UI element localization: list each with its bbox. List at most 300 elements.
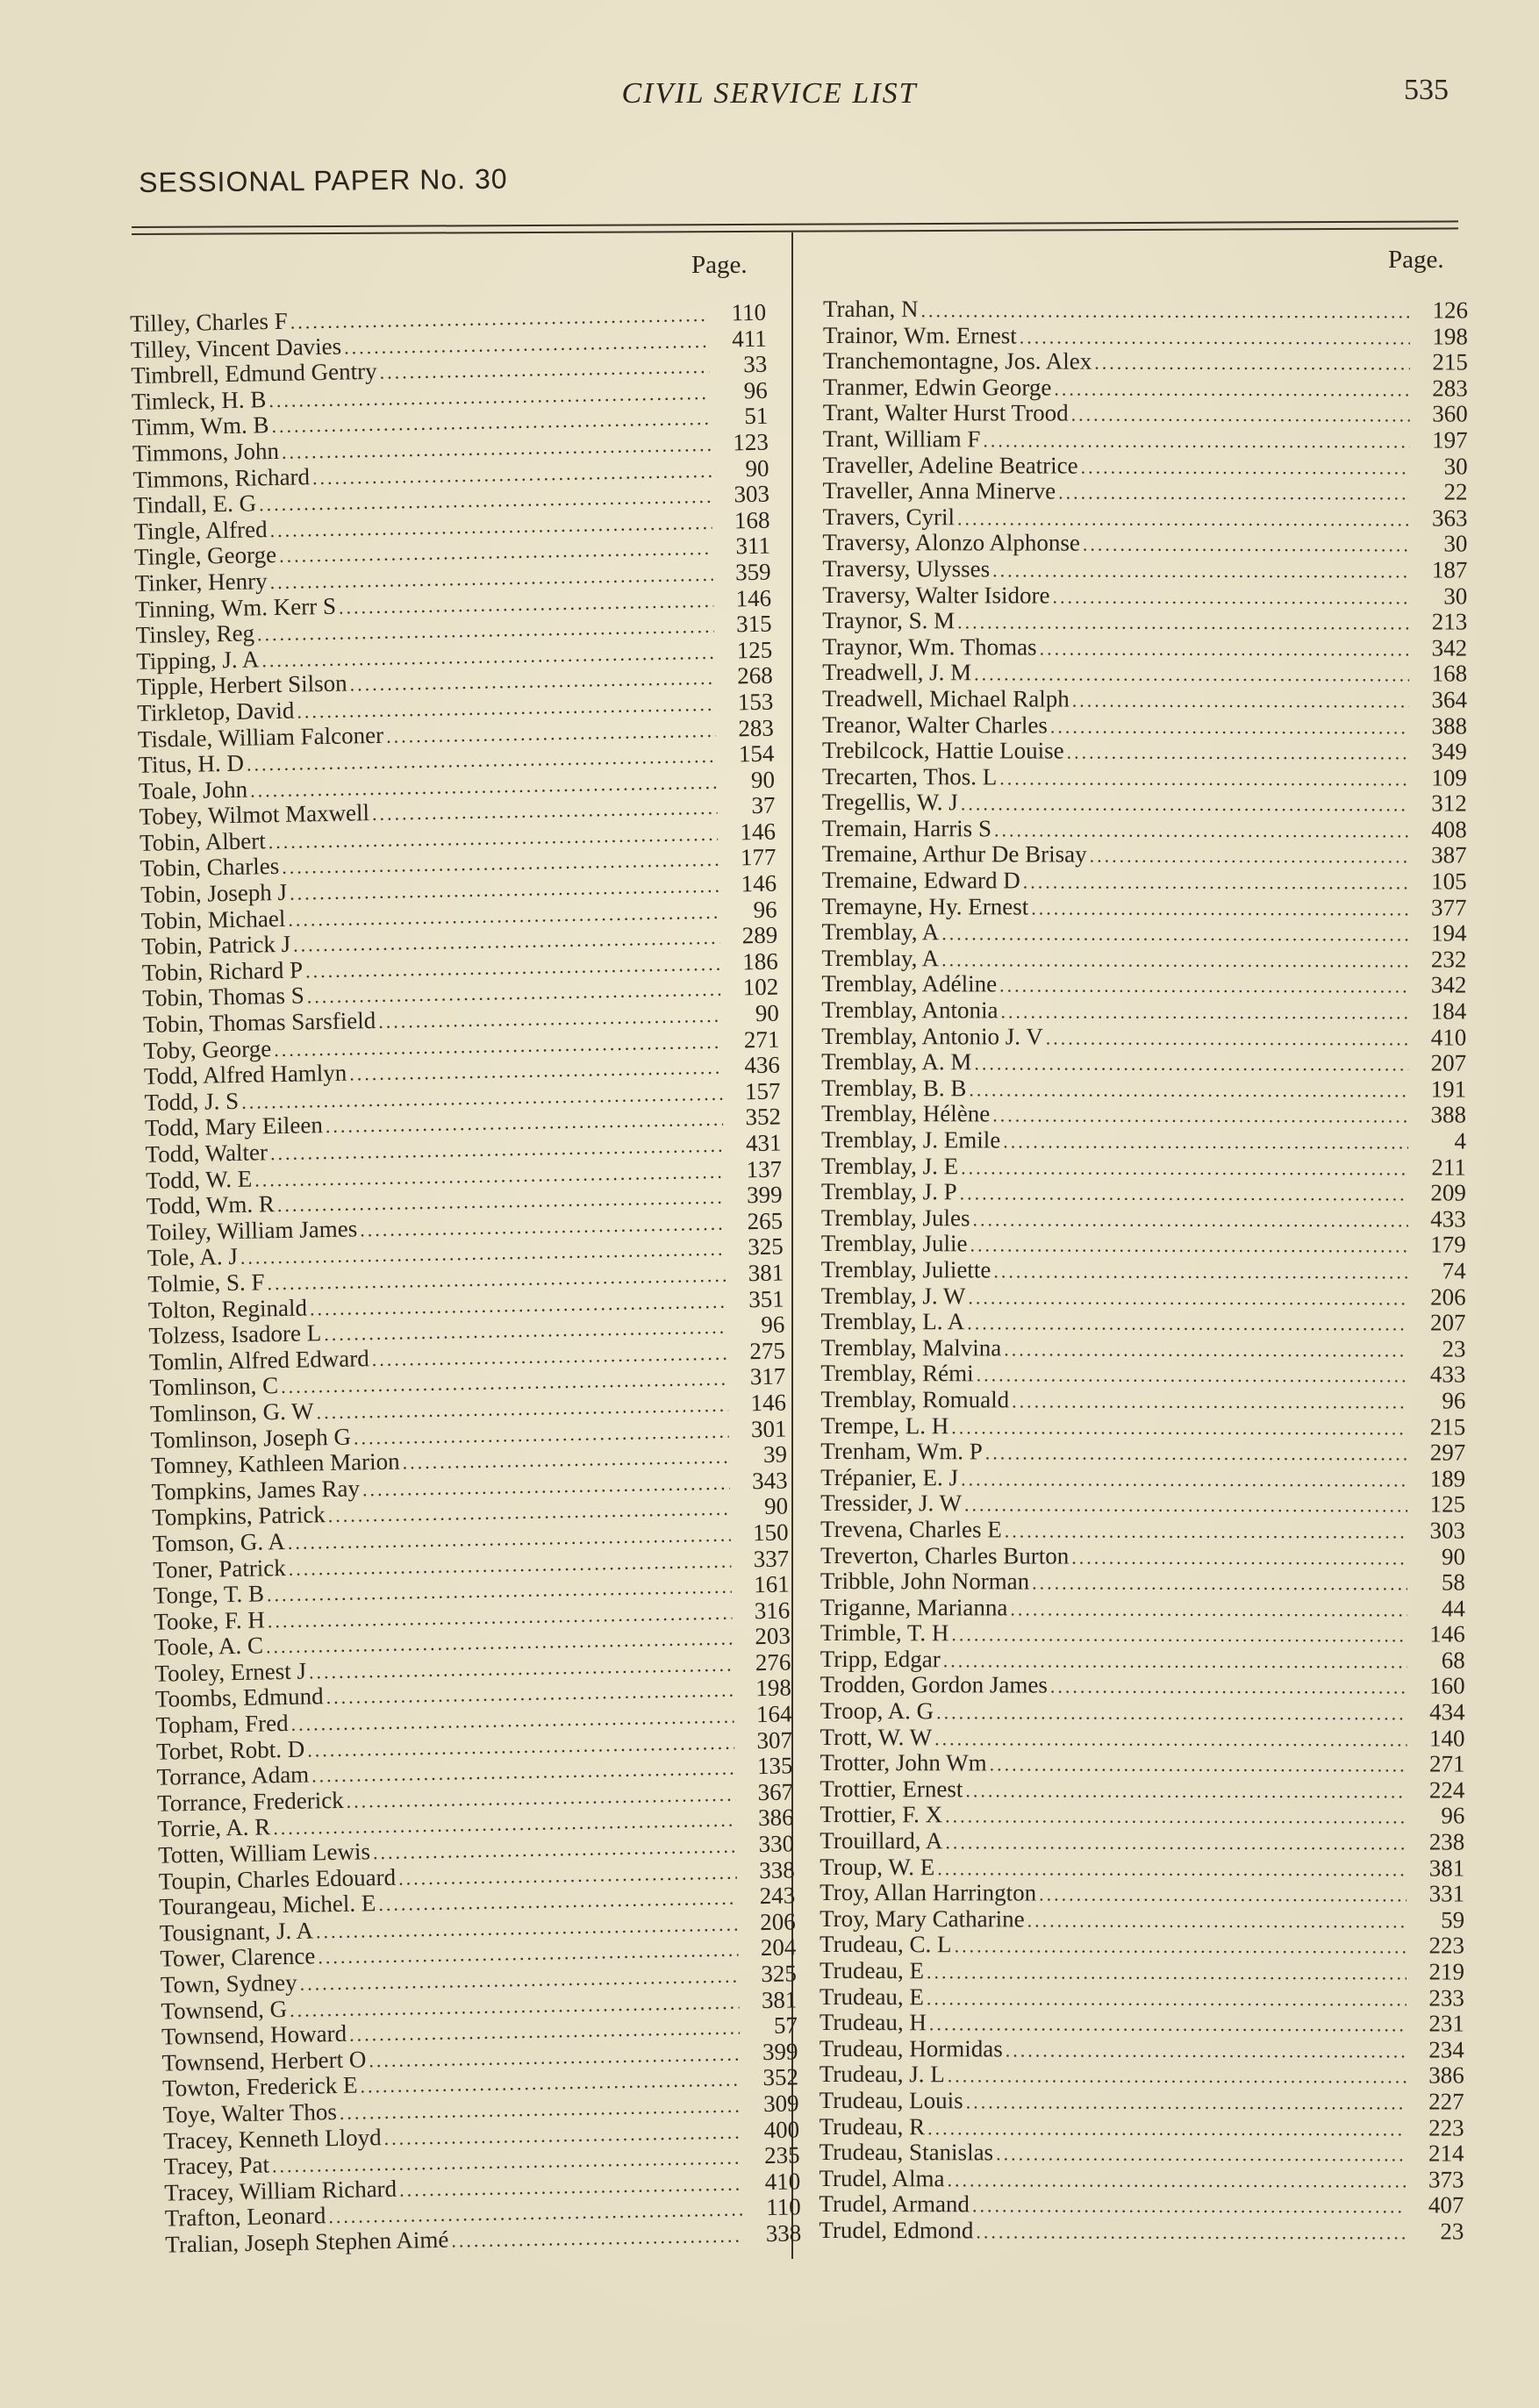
entry-name: Tonge, T. B: [153, 1580, 265, 1609]
entry-page: 68: [1441, 1647, 1465, 1674]
index-entry: [820, 1595, 1465, 1622]
index-entry: [820, 1413, 1465, 1440]
entry-name: Tilley, Vincent Davies: [130, 332, 342, 363]
entry-page: 331: [1428, 1880, 1465, 1907]
entry-page: 168: [734, 506, 770, 534]
entry-page: 309: [762, 2090, 799, 2118]
entry-page: 386: [757, 1804, 794, 1832]
entry-name: Tower, Clarence: [160, 1942, 316, 1973]
index-entry: [821, 1257, 1466, 1284]
entry-page: 90: [745, 454, 770, 482]
dot-leader: [936, 1699, 1407, 1726]
entry-name: Tremblay, Malvina: [820, 1333, 1002, 1361]
dot-leader: [964, 1492, 1407, 1519]
dot-leader: [969, 1076, 1408, 1104]
entry-page: 198: [1432, 323, 1468, 350]
dot-leader: [947, 2167, 1406, 2194]
entry-name: Todd, Wm. R: [146, 1190, 276, 1220]
entry-name: Tirkletop, David: [137, 697, 295, 726]
entry-page: 204: [760, 1933, 797, 1961]
index-entry: [821, 919, 1466, 947]
entry-page: 303: [734, 480, 770, 508]
entry-name: Toale, John: [138, 775, 248, 804]
entry-page: 271: [1428, 1750, 1465, 1777]
entry-name: Tremblay, Rémi: [820, 1360, 974, 1387]
entry-name: Tremblay, L. A: [820, 1308, 965, 1335]
dot-leader: [960, 1181, 1408, 1208]
entry-name: Tobin, Michael: [140, 904, 286, 934]
index-entry: [822, 816, 1467, 843]
entry-page: 213: [1431, 608, 1468, 635]
entry-name: Tracey, Pat: [163, 2151, 270, 2180]
entry-page: 58: [1441, 1568, 1465, 1596]
index-entry: [822, 686, 1467, 713]
entry-name: Traynor, S. M: [822, 607, 956, 634]
entry-name: Tooley, Ernest J: [154, 1657, 307, 1687]
entry-name: Tolmie, S. F: [147, 1268, 265, 1297]
dot-leader: [983, 427, 1409, 454]
entry-name: Trudel, Alma: [819, 2164, 945, 2192]
entry-page: 373: [1428, 2166, 1464, 2193]
index-entry: [820, 1647, 1465, 1674]
dot-leader: [1046, 1025, 1409, 1051]
entry-page: 164: [755, 1700, 792, 1728]
entry-page: 283: [1432, 375, 1468, 402]
entry-page: 410: [1430, 1024, 1467, 1051]
index-entry: [822, 608, 1467, 635]
entry-name: Tremblay, Jules: [820, 1204, 970, 1232]
index-entry: [823, 400, 1468, 427]
index-entry: [823, 426, 1468, 454]
entry-page: 297: [1429, 1439, 1466, 1466]
entry-page: 275: [749, 1337, 786, 1365]
entry-name: Traveller, Adeline Beatrice: [822, 451, 1078, 479]
entry-page: 211: [1431, 1154, 1466, 1181]
entry-name: Trafton, Leonard: [164, 2202, 326, 2232]
entry-page: 223: [1428, 1932, 1465, 1959]
entry-page: 243: [759, 1882, 796, 1910]
entry-name: Tipple, Herbert Silson: [136, 669, 347, 701]
entry-page: 388: [1431, 711, 1468, 740]
entry-name: Torrance, Frederick: [156, 1786, 344, 1817]
dot-leader: [1031, 895, 1408, 921]
entry-page: 146: [750, 1389, 787, 1417]
index-entry: [823, 453, 1468, 480]
entry-page: 206: [1430, 1283, 1466, 1311]
entry-name: Timm, Wm. B: [132, 411, 269, 441]
index-entry: [820, 2036, 1464, 2063]
entry-name: Tremblay, A: [821, 918, 940, 946]
entry-name: Trempe, L. H: [820, 1411, 949, 1439]
entry-page: 59: [1441, 1906, 1465, 1933]
entry-name: Tremblay, J. W: [820, 1282, 966, 1309]
entry-page: 367: [757, 1778, 794, 1806]
entry-name: Tremblay, A. M: [821, 1048, 972, 1075]
dot-leader: [1001, 998, 1409, 1025]
dot-leader: [1006, 2037, 1407, 2064]
entry-page: 268: [736, 661, 774, 690]
index-entry: [820, 1984, 1464, 2011]
dot-leader: [1054, 375, 1409, 402]
dot-leader: [927, 1959, 1407, 1986]
index-entry: [820, 1439, 1465, 1466]
index-entry: [820, 1568, 1465, 1596]
entry-page: 153: [737, 688, 774, 716]
index-entry: [820, 2088, 1464, 2115]
entry-page: 433: [1430, 1205, 1466, 1233]
entry-name: Tisdale, William Falconer: [137, 721, 384, 753]
index-entry: [822, 738, 1467, 765]
entry-page: 179: [1430, 1231, 1466, 1258]
sessional-paper-label: SESSIONAL PAPER No. 30: [139, 162, 508, 198]
dot-leader: [1072, 688, 1409, 714]
entry-page: 431: [745, 1129, 782, 1157]
entry-name: Tremblay, Hélène: [821, 1100, 991, 1127]
dot-leader: [1053, 583, 1410, 610]
entry-name: Toye, Walter Thos: [162, 2097, 338, 2128]
entry-page: 289: [741, 921, 778, 949]
entry-page: 4: [1454, 1127, 1467, 1154]
entry-name: Travers, Cyril: [822, 503, 956, 531]
entry-page: 233: [1428, 1984, 1464, 2011]
entry-name: Tobin, Richard P: [141, 956, 304, 986]
index-entry: [821, 1231, 1466, 1258]
entry-page: 342: [1431, 634, 1468, 661]
dot-leader: [1040, 635, 1410, 661]
entry-name: Traversy, Alonzo Alphonse: [822, 529, 1080, 556]
dot-leader: [1081, 454, 1410, 480]
entry-name: Trudeau, E: [819, 1956, 925, 1984]
entry-name: Tribble, John Norman: [820, 1568, 1030, 1595]
dot-leader: [976, 2219, 1406, 2246]
entry-name: Tralian, Joseph Stephen Aimé: [165, 2226, 449, 2258]
entry-name: Tingle, Alfred: [133, 515, 268, 545]
entry-page: 330: [758, 1830, 795, 1858]
entry-page: 399: [746, 1181, 783, 1209]
entry-name: Tobin, Thomas S: [142, 982, 304, 1012]
entry-name: Tranchemontagne, Jos. Alex: [822, 347, 1092, 375]
dot-leader: [996, 2141, 1407, 2169]
entry-page: 224: [1428, 1776, 1465, 1804]
entry-name: Tremblay, J. P: [820, 1178, 957, 1205]
dot-leader: [966, 2089, 1407, 2116]
entry-name: Traveller, Anna Minerve: [822, 477, 1056, 504]
entry-page: 33: [742, 350, 768, 378]
dot-leader: [948, 2063, 1407, 2090]
entry-name: Trebilcock, Hattie Louise: [821, 737, 1064, 764]
entry-page: 363: [1431, 504, 1468, 532]
dot-leader: [990, 1752, 1407, 1779]
entry-page: 312: [1431, 790, 1467, 817]
entry-name: Trudeau, Hormidas: [819, 2034, 1003, 2062]
entry-page: 408: [1431, 816, 1467, 843]
entry-name: Tranmer, Edwin George: [822, 373, 1052, 401]
entry-name: Trodden, Gordon James: [820, 1671, 1048, 1699]
index-entry: [820, 1672, 1465, 1699]
entry-name: Timleck, H. B: [131, 385, 267, 415]
entry-page: 157: [744, 1077, 781, 1105]
entry-page: 234: [1428, 2036, 1464, 2063]
entry-name: Timmons, John: [132, 437, 280, 467]
entry-name: Trudeau, C. L: [820, 1931, 952, 1958]
entry-name: Tobin, Patrick J: [140, 931, 291, 961]
entry-page: 360: [1432, 400, 1468, 427]
index-entry: [822, 556, 1467, 583]
entry-name: Treanor, Walter Charles: [821, 711, 1048, 739]
dot-leader: [945, 1804, 1407, 1831]
entry-name: Tremblay, Romuald: [820, 1385, 1010, 1413]
entry-page: 90: [755, 999, 780, 1027]
entry-name: Treadwell, Michael Ralph: [822, 684, 1070, 712]
entry-name: Toby, George: [143, 1034, 272, 1064]
header-rule-top: [132, 220, 1458, 228]
dot-leader: [1004, 1336, 1407, 1363]
index-entry: [821, 1309, 1466, 1336]
entry-name: Trudel, Armand: [819, 2190, 970, 2218]
dot-leader: [1071, 1544, 1407, 1570]
entry-page: 123: [733, 428, 770, 456]
entry-page: 387: [1431, 841, 1467, 869]
dot-leader: [961, 791, 1409, 818]
entry-name: Toner, Patrick: [153, 1554, 287, 1583]
entry-page: 30: [1443, 530, 1468, 557]
entry-page: 307: [756, 1726, 793, 1754]
index-entry: [822, 764, 1467, 791]
entry-page: 342: [1430, 971, 1467, 998]
dot-leader: [943, 1647, 1407, 1675]
entry-name: Todd, Alfred Hamlyn: [143, 1059, 347, 1090]
index-entry: [821, 946, 1466, 973]
entry-page: 30: [1443, 582, 1468, 610]
dot-leader: [945, 1829, 1407, 1856]
entry-page: 96: [743, 376, 769, 404]
index-entry: [821, 1179, 1466, 1206]
entry-name: Townsend, Herbert O: [161, 2046, 367, 2076]
entry-page: 168: [1431, 660, 1468, 687]
entry-page: 364: [1431, 686, 1468, 713]
entry-name: Tremayne, Hy. Ernest: [821, 892, 1029, 920]
entry-page: 301: [750, 1415, 787, 1442]
entry-page: 137: [746, 1155, 783, 1183]
entry-name: Toupin, Charles Edouard: [158, 1863, 397, 1895]
index-entry: [821, 1075, 1466, 1103]
entry-name: Todd, Walter: [145, 1139, 268, 1168]
entry-name: Tremain, Harris S: [821, 814, 992, 842]
entry-page: 105: [1431, 868, 1467, 895]
entry-page: 352: [762, 2063, 799, 2091]
entry-page: 96: [753, 896, 777, 923]
index-entry: [820, 1828, 1464, 1855]
dot-leader: [977, 1362, 1408, 1390]
dot-leader: [941, 947, 1408, 974]
dot-leader: [994, 817, 1409, 844]
entry-name: Traynor, Wm. Thomas: [822, 632, 1037, 661]
dot-leader: [961, 1466, 1407, 1493]
dot-leader: [927, 2115, 1407, 2142]
entry-name: Timbrell, Edmund Gentry: [131, 358, 377, 389]
entry-name: Trudeau, R: [819, 2112, 926, 2140]
entry-page: 44: [1441, 1595, 1465, 1622]
dot-leader: [993, 1258, 1407, 1285]
entry-name: Treadwell, J. M: [822, 659, 972, 686]
index-entry: [821, 971, 1466, 998]
entry-name: Tremblay, Juliette: [820, 1255, 991, 1283]
entry-name: Tremblay, Antonio J. V: [821, 1022, 1043, 1050]
index-entry: [820, 1620, 1465, 1647]
entry-name: Trottier, F. X: [820, 1801, 943, 1828]
entry-page: 338: [758, 1856, 795, 1883]
page-column-heading-right: Page.: [1388, 246, 1444, 274]
index-entry: [821, 1127, 1466, 1154]
index-entry: [820, 1776, 1464, 1804]
entry-name: Tripp, Edgar: [820, 1645, 941, 1673]
index-entry: [820, 2061, 1464, 2089]
entry-name: Trudeau, Stanislas: [819, 2139, 994, 2166]
entry-name: Trant, Walter Hurst Trood: [822, 399, 1069, 426]
entry-name: Tremblay, J. Emile: [820, 1125, 1001, 1154]
index-entry: [822, 841, 1467, 868]
index-entry: [822, 711, 1467, 739]
entry-name: Tremaine, Edward D: [821, 867, 1020, 894]
entry-name: Treverton, Charles Burton: [820, 1541, 1070, 1569]
entry-page: 411: [731, 325, 767, 353]
dot-leader: [1003, 1128, 1408, 1155]
entry-name: Tomney, Kathleen Marion: [150, 1447, 400, 1479]
entry-page: 39: [762, 1440, 788, 1468]
index-entry: [820, 1906, 1464, 1933]
entry-page: 203: [755, 1622, 791, 1650]
entry-name: Trainor, Wm. Ernest: [822, 321, 1017, 349]
dot-leader: [934, 1726, 1407, 1753]
entry-name: Tomlinson, Joseph G: [150, 1423, 352, 1454]
index-entry: [820, 1932, 1464, 1959]
index-entry: [820, 1698, 1465, 1726]
entry-name: Trecarten, Thos. L: [821, 762, 998, 790]
entry-name: Trevena, Charles E: [820, 1515, 1002, 1543]
entry-page: 227: [1428, 2088, 1464, 2115]
entry-page: 359: [734, 558, 771, 586]
entry-name: Traversy, Walter Isidore: [822, 581, 1050, 609]
dot-leader: [957, 609, 1409, 636]
dot-leader: [941, 921, 1408, 948]
entry-name: Tomson, G. A: [152, 1527, 286, 1557]
dot-leader: [451, 2222, 743, 2254]
entry-name: Troop, A. G: [820, 1697, 934, 1725]
entry-name: Totten, William Lewis: [157, 1838, 371, 1869]
dot-leader: [1050, 713, 1409, 740]
entry-name: Trant, William F: [822, 425, 981, 453]
entry-name: Townsend, Howard: [161, 2019, 347, 2050]
index-entry: [822, 634, 1467, 661]
entry-page: 23: [1440, 2218, 1464, 2245]
dot-leader: [957, 505, 1410, 532]
index-entry: [822, 504, 1467, 532]
entry-page: 194: [1430, 919, 1467, 947]
entry-page: 265: [747, 1207, 784, 1235]
entry-page: 90: [750, 766, 776, 793]
entry-name: Toole, A. C: [154, 1632, 264, 1661]
entry-name: Troy, Mary Catharine: [820, 1904, 1025, 1933]
entry-page: 337: [753, 1544, 790, 1572]
entry-page: 399: [762, 2038, 798, 2065]
dot-leader: [973, 1206, 1408, 1233]
entry-name: Tourangeau, Michel. E: [159, 1890, 376, 1920]
entry-page: 96: [761, 1311, 785, 1339]
entry-page: 436: [744, 1051, 781, 1079]
index-entry: [822, 660, 1467, 687]
dot-leader: [965, 1777, 1407, 1804]
entry-name: Tole, A. J: [147, 1243, 239, 1272]
index-entry: [821, 1205, 1466, 1233]
entry-page: 215: [1429, 1412, 1466, 1440]
entry-page: 209: [1430, 1179, 1466, 1206]
dot-leader: [992, 1103, 1408, 1130]
dot-leader: [1083, 532, 1410, 558]
entry-page: 388: [1430, 1101, 1467, 1128]
dot-leader: [1005, 1518, 1407, 1545]
index-entry: [821, 1049, 1466, 1076]
entry-name: Timmons, Richard: [132, 462, 311, 493]
index-entry: [820, 1387, 1465, 1414]
entry-name: Tolton, Reginald: [147, 1294, 308, 1324]
entry-name: Tremblay, Adéline: [821, 970, 998, 997]
entry-page: 381: [748, 1259, 784, 1287]
entry-page: 110: [731, 298, 767, 326]
entry-name: Tompkins, James Ray: [151, 1475, 361, 1505]
index-entry: [821, 1024, 1466, 1051]
dot-leader: [929, 2011, 1407, 2038]
entry-page: 146: [1429, 1620, 1465, 1647]
entry-page: 125: [736, 636, 773, 664]
dot-leader: [1071, 402, 1410, 428]
entry-page: 325: [747, 1233, 784, 1261]
entry-name: Tobey, Wilmot Maxwell: [139, 799, 370, 831]
entry-page: 207: [1430, 1049, 1467, 1076]
entry-page: 135: [756, 1752, 793, 1780]
index-column-right: [819, 297, 1468, 2245]
entry-name: Tomlinson, C: [149, 1372, 279, 1402]
entry-page: 235: [763, 2141, 800, 2169]
entry-name: Tremblay, B. B: [821, 1074, 967, 1102]
entry-page: 154: [738, 740, 775, 768]
entry-name: Topham, Fred: [155, 1710, 289, 1739]
index-entry: [822, 894, 1467, 921]
entry-page: 96: [1441, 1802, 1465, 1829]
entry-page: 90: [763, 1492, 789, 1520]
entry-name: Tilley, Charles F: [129, 307, 289, 337]
index-entry: [820, 1465, 1465, 1492]
entry-name: Tolzess, Isadore L: [148, 1319, 322, 1349]
index-entry: [820, 1880, 1464, 1907]
entry-page: 206: [759, 1908, 797, 1935]
entry-page: 238: [1428, 1828, 1465, 1855]
dot-leader: [1090, 843, 1409, 869]
dot-leader: [968, 1284, 1407, 1311]
entry-page: 407: [1428, 2191, 1464, 2219]
entry-page: 96: [1442, 1387, 1466, 1414]
entry-name: Trenham, Wm. P: [820, 1438, 983, 1465]
entry-name: Todd, Mary Eileen: [144, 1111, 324, 1142]
entry-page: 189: [1429, 1465, 1466, 1492]
entry-page: 433: [1429, 1361, 1466, 1388]
entry-name: Tobin, Thomas Sarsfield: [142, 1007, 376, 1038]
entry-page: 351: [748, 1285, 785, 1312]
entry-name: Tobin, Albert: [139, 827, 266, 856]
entry-page: 109: [1431, 764, 1467, 791]
entry-page: 381: [1428, 1854, 1465, 1882]
entry-name: Tinsley, Reg: [135, 619, 255, 649]
entry-name: Townsend, G: [161, 1995, 288, 2025]
